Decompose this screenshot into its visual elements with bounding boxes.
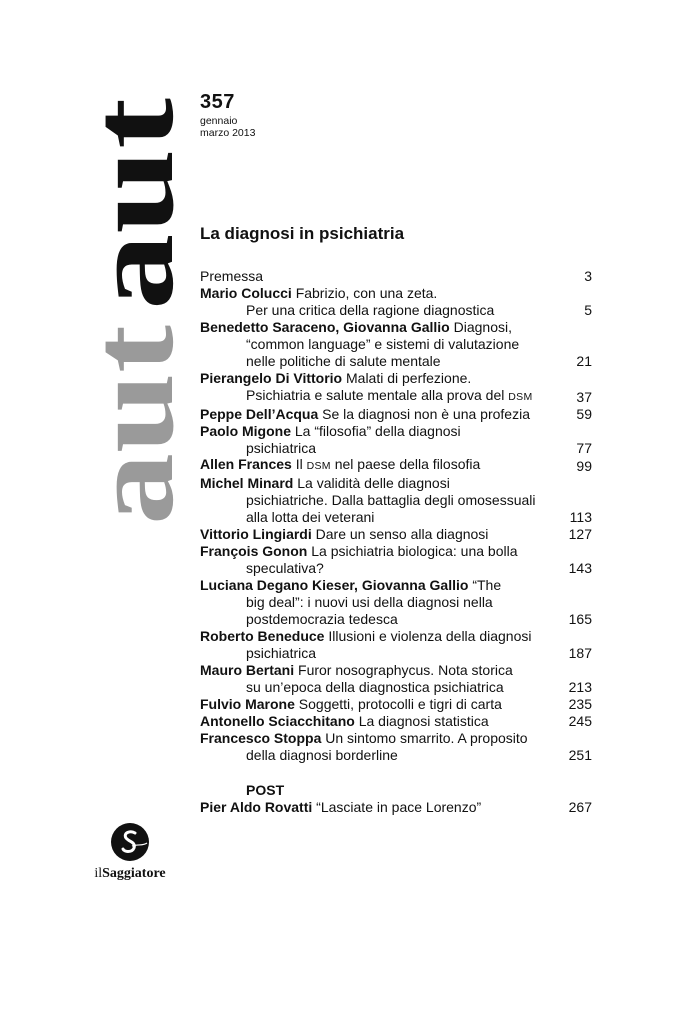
publisher-emblem-icon	[110, 822, 150, 862]
toc-entry	[200, 370, 592, 406]
toc-title-line: Psichiatria e salute mentale alla prova del	[246, 386, 505, 403]
publisher-logo	[82, 822, 178, 882]
toc-page: 77	[576, 439, 592, 456]
toc-page: 165	[568, 611, 592, 628]
masthead-svg	[67, 95, 198, 525]
toc-title-line: speculativa?	[246, 560, 324, 577]
toc-page: 187	[568, 644, 592, 661]
toc-page: 127	[568, 526, 592, 543]
toc-title-line: La psichiatria biologica: una bolla	[311, 543, 518, 560]
toc-author: Roberto Beneduce	[200, 628, 325, 645]
toc-title-line: psichiatrica	[246, 439, 317, 456]
toc-entry	[200, 456, 592, 475]
toc-title-line: postdemocrazia tedesca	[246, 611, 398, 628]
toc-entry	[200, 526, 592, 543]
issue-month-end: marzo 2013	[200, 127, 256, 139]
table-of-contents	[200, 268, 592, 816]
masthead-logo	[67, 95, 198, 525]
toc-entry	[200, 406, 592, 423]
toc-author: Michel Minard	[200, 475, 294, 492]
toc-title-line: Premessa	[200, 268, 264, 284]
toc-title-line: “The	[472, 577, 502, 594]
toc-entry	[200, 423, 592, 457]
toc-title-line: della diagnosi borderline	[246, 746, 398, 763]
toc-title-line: “common language” e sistemi di valutazione	[246, 335, 520, 352]
toc-author: Allen Frances	[200, 456, 292, 473]
toc-page: 21	[576, 352, 592, 369]
toc-page: 245	[568, 712, 592, 729]
issue-month-start: gennaio	[200, 115, 238, 127]
toc-title-line: big deal”: i nuovi usi della diagnosi nella	[246, 594, 493, 611]
toc-page: 213	[568, 678, 592, 695]
toc-title-line: Furor nosographycus. Nota storica	[298, 661, 513, 678]
toc-title-line: alla lotta dei veterani	[246, 509, 375, 526]
publisher-name-prefix: il	[94, 866, 103, 881]
toc-author: Luciana Degano Kieser, Giovanna Gallio	[200, 577, 469, 594]
toc-title-line: Dare un senso alla diagnosi	[315, 526, 489, 543]
toc-page: 37	[576, 388, 592, 405]
toc-entry	[200, 628, 592, 662]
toc-page: 113	[569, 509, 592, 526]
toc-author: Francesco Stoppa	[200, 729, 322, 746]
toc-entry	[200, 319, 592, 370]
toc-page: 3	[584, 268, 592, 284]
issue-date	[200, 115, 255, 139]
toc-title-line: Fabrizio, con una zeta.	[295, 284, 438, 301]
toc-page: 59	[576, 405, 592, 422]
toc-title-line: La “filosofia” della diagnosi	[294, 422, 461, 439]
toc-title-line: Un sintomo smarrito. A proposito	[325, 729, 528, 746]
toc-author: Mauro Bertani	[200, 661, 295, 678]
publisher-name-main: Saggiatore	[102, 866, 166, 881]
toc-abbreviation: DSM	[306, 460, 331, 473]
publisher-name	[82, 866, 178, 882]
toc-author: Paolo Migone	[200, 422, 291, 439]
toc-title-line: psichiatrica	[246, 644, 317, 661]
toc-entry	[200, 730, 592, 764]
toc-title-line: Malati di perfezione.	[346, 369, 472, 386]
toc-entry	[200, 799, 592, 816]
toc-author: Mario Colucci	[200, 284, 292, 301]
toc-author: Antonello Sciacchitano	[200, 712, 355, 729]
toc-author: François Gonon	[200, 543, 308, 560]
toc-entry	[200, 696, 592, 713]
toc-abbreviation: DSM	[508, 390, 533, 403]
toc-title-line: Il	[295, 456, 303, 473]
post-section-heading: POST	[246, 781, 285, 798]
toc-title-line: “Lasciate in pace Lorenzo”	[316, 798, 482, 815]
toc-title-line: su un’epoca della diagnostica psichiatrica	[246, 678, 504, 695]
toc-entry	[200, 543, 592, 577]
toc-entry	[200, 475, 592, 526]
toc-author: Pierangelo Di Vittorio	[200, 369, 343, 386]
toc-entry	[200, 577, 592, 628]
toc-title-line: Per una critica della ragione diagnostica	[246, 301, 495, 318]
toc-entry	[200, 713, 592, 730]
toc-title-line: La diagnosi statistica	[358, 712, 489, 729]
toc-page: 5	[584, 301, 592, 318]
toc-title-line: nelle politiche di salute mentale	[246, 352, 441, 369]
toc-title-line: nel paese della filosofia	[334, 456, 481, 473]
toc-author: Pier Aldo Rovatti	[200, 798, 313, 815]
issue-title: La diagnosi in psichiatria	[200, 224, 405, 243]
toc-title-line: Se la diagnosi non è una profezia	[322, 405, 530, 422]
toc-author: Vittorio Lingiardi	[200, 526, 312, 543]
toc-page: 143	[568, 560, 592, 577]
issue-number: 357	[200, 91, 235, 113]
toc-title-line: psichiatriche. Dalla battaglia degli omosessuali	[246, 492, 536, 509]
toc-author: Peppe Dell’Acqua	[200, 405, 319, 422]
toc-entry	[200, 662, 592, 696]
toc-entry	[200, 268, 592, 285]
toc-title-line: Soggetti, protocolli e tigri di carta	[298, 695, 502, 712]
toc-entry	[200, 285, 592, 319]
toc-author: Fulvio Marone	[200, 695, 295, 712]
toc-author: Benedetto Saraceno, Giovanna Gallio	[200, 318, 450, 335]
masthead-word-gray: aut	[67, 361, 198, 525]
masthead-word-black: aut	[67, 146, 198, 310]
toc-page: 99	[576, 458, 592, 475]
toc-page: 235	[568, 695, 592, 712]
toc-title-line: Illusioni e violenza della diagnosi	[328, 628, 532, 645]
toc-title-line: Diagnosi,	[453, 318, 512, 335]
issue-info	[200, 92, 255, 139]
toc-page: 251	[568, 746, 592, 763]
toc-page: 267	[568, 798, 592, 815]
toc-title-line: La validità delle diagnosi	[297, 475, 450, 492]
